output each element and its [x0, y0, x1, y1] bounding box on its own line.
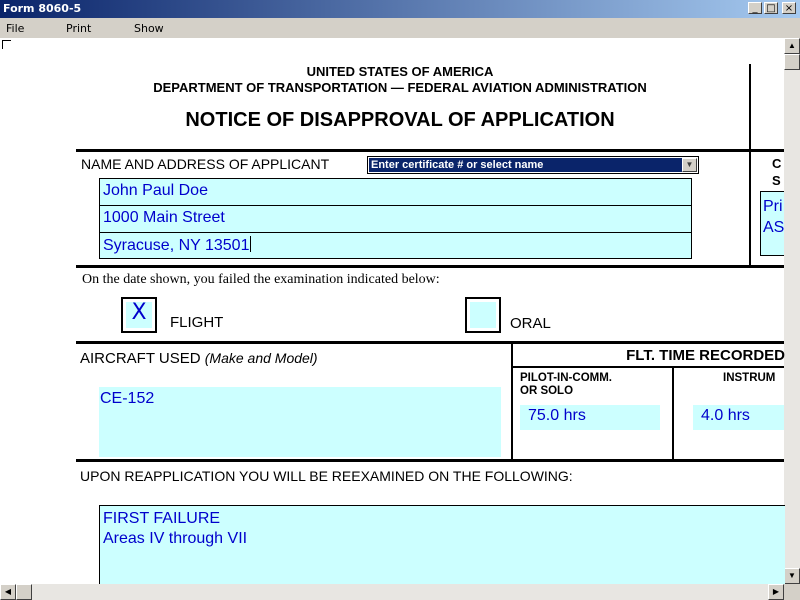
certificate-select[interactable]: [367, 156, 699, 174]
scroll-down-arrow-icon[interactable]: ▼: [784, 568, 800, 584]
menu-print[interactable]: Print: [66, 22, 92, 35]
scroll-right-arrow-icon[interactable]: ▶: [768, 584, 784, 600]
oral-checkbox-fill: [470, 302, 496, 328]
window-title: Form 8060-5: [3, 2, 82, 15]
right-field-line-2: AS: [763, 219, 785, 236]
right-column-field[interactable]: [760, 191, 784, 256]
agency-line-1: UNITED STATES OF AMERICA: [306, 64, 494, 79]
text-cursor: [250, 236, 251, 252]
menu-show[interactable]: Show: [134, 22, 164, 35]
pic-label-line-2: OR SOLO: [520, 385, 574, 397]
pic-label: [520, 372, 612, 398]
chevron-down-icon[interactable]: ▼: [682, 158, 697, 172]
certificate-select-value: Enter certificate # or select name: [369, 158, 682, 172]
title-bar: [0, 0, 800, 18]
maximize-button[interactable]: □: [764, 2, 778, 14]
right-field-line-1: Pri: [763, 198, 783, 215]
minimize-button[interactable]: _: [748, 2, 762, 14]
section-divider: [76, 149, 784, 152]
instrument-label: INSTRUM: [723, 372, 776, 384]
flight-checkbox[interactable]: [121, 297, 157, 333]
applicant-city-field[interactable]: [99, 232, 692, 259]
menu-file[interactable]: File: [6, 22, 25, 35]
instrument-hours-field[interactable]: 4.0 hrs: [693, 405, 784, 430]
right-column-label-2: S: [772, 173, 781, 188]
flight-label: FLIGHT: [170, 314, 224, 331]
name-address-label: NAME AND ADDRESS OF APPLICANT: [81, 156, 330, 172]
scroll-left-arrow-icon[interactable]: ◀: [0, 584, 16, 600]
reexam-line-2: Areas IV through VII: [103, 530, 248, 547]
applicant-name-field[interactable]: John Paul Doe: [99, 178, 692, 206]
section-divider: [76, 265, 784, 268]
applicant-street-field[interactable]: 1000 Main Street: [99, 205, 692, 233]
aircraft-label: [80, 350, 318, 367]
scroll-up-arrow-icon[interactable]: ▲: [784, 38, 800, 54]
vertical-scroll-thumb[interactable]: [784, 54, 800, 70]
oral-checkbox[interactable]: [465, 297, 501, 333]
section-divider: [76, 459, 784, 462]
form-title: NOTICE OF DISAPPROVAL OF APPLICATION: [185, 109, 615, 131]
section-divider: [76, 341, 784, 344]
horizontal-scrollbar[interactable]: [0, 584, 784, 600]
vertical-scrollbar[interactable]: [784, 38, 800, 584]
agency-line-2: DEPARTMENT OF TRANSPORTATION — FEDERAL AVIATION ADMINISTRATION: [153, 80, 647, 95]
pic-label-line-1: PILOT-IN-COMM.: [520, 372, 612, 384]
aircraft-sublabel: (Make and Model): [204, 350, 318, 366]
aircraft-label-text: AIRCRAFT USED: [80, 350, 201, 367]
oral-label: ORAL: [510, 315, 551, 332]
menu-bar: [0, 18, 800, 38]
corner-marker: [2, 40, 11, 49]
check-x-icon: X: [126, 302, 152, 328]
flight-time-divider: [513, 366, 784, 368]
close-button[interactable]: ×: [782, 2, 796, 14]
failed-exam-text: On the date shown, you failed the examination indicated below:: [82, 272, 440, 287]
reapplication-label: UPON REAPPLICATION YOU WILL BE REEXAMINED ON THE FOLLOWING:: [80, 468, 573, 484]
reexam-line-1: FIRST FAILURE: [103, 510, 221, 527]
right-column-label-1: C: [772, 156, 782, 171]
aircraft-field[interactable]: CE-152: [99, 387, 501, 457]
pic-hours-field[interactable]: 75.0 hrs: [520, 405, 660, 430]
applicant-city-value: Syracuse, NY 13501: [103, 237, 250, 254]
flight-time-header: FLT. TIME RECORDED: [626, 347, 785, 364]
pic-instrument-divider: [672, 368, 674, 461]
scrollbar-corner: [784, 584, 800, 600]
section-divider-vertical: [749, 64, 751, 266]
reexamination-field[interactable]: [99, 505, 785, 584]
horizontal-scroll-thumb[interactable]: [16, 584, 32, 600]
